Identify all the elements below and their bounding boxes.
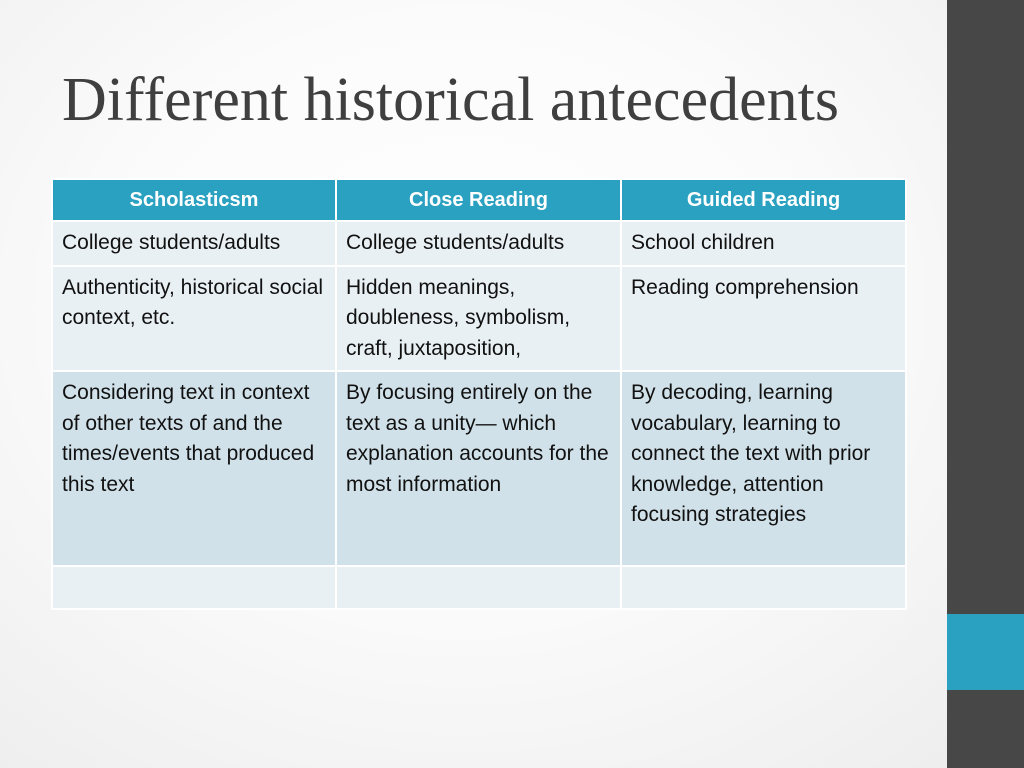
table-cell <box>336 566 621 609</box>
table-cell: Reading comprehension <box>621 266 906 372</box>
table-cell <box>621 566 906 609</box>
decorative-accent-block <box>947 614 1024 690</box>
table-row-method <box>52 371 906 566</box>
table-cell: Authenticity, historical social context, etc. <box>52 266 336 372</box>
table-row-audience <box>52 221 906 266</box>
table-cell: College students/adults <box>52 221 336 266</box>
table-row-focus <box>52 266 906 372</box>
header-close-reading: Close Reading <box>336 179 621 221</box>
slide-title: Different historical antecedents <box>62 66 839 134</box>
header-scholasticsm: Scholasticsm <box>52 179 336 221</box>
table-cell: By decoding, learning vocabulary, learning to connect the text with prior knowledge, attention focusing strategies <box>621 371 906 566</box>
comparison-table <box>51 178 907 610</box>
table-cell: By focusing entirely on the text as a unity— which explanation accounts for the most information <box>336 371 621 566</box>
table-header-row <box>52 179 906 221</box>
table-cell: School children <box>621 221 906 266</box>
table-row-empty <box>52 566 906 609</box>
table-cell: Hidden meanings, doubleness, symbolism, craft, juxtaposition, <box>336 266 621 372</box>
header-guided-reading: Guided Reading <box>621 179 906 221</box>
table-cell <box>52 566 336 609</box>
table-cell: Considering text in context of other texts of and the times/events that produced this text <box>52 371 336 566</box>
table-cell: College students/adults <box>336 221 621 266</box>
